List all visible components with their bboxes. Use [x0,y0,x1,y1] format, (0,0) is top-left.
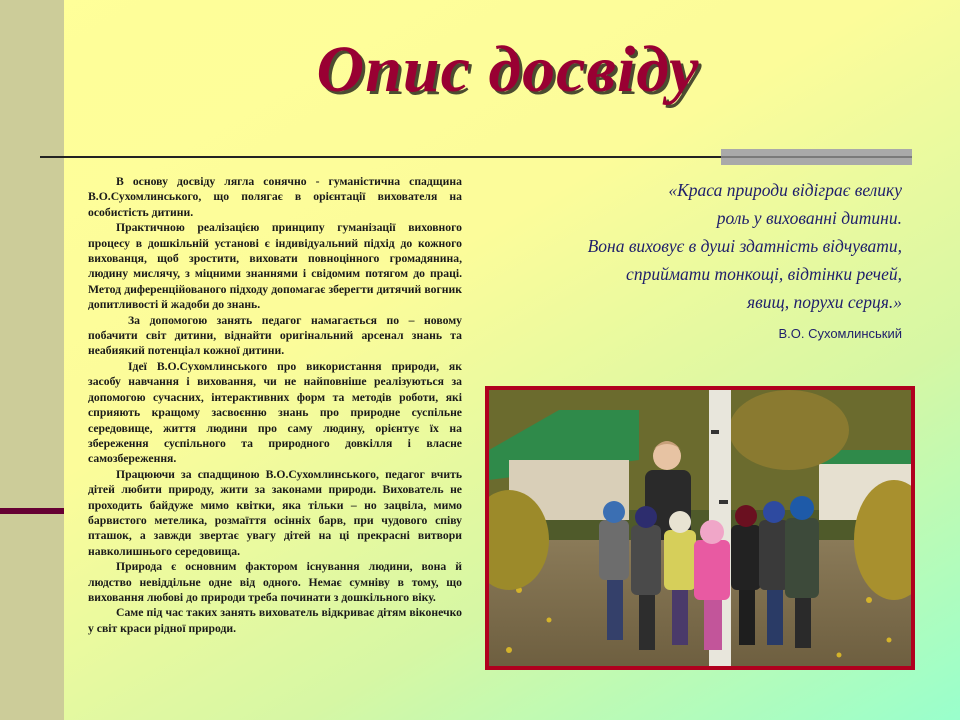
body-text-column [88,174,462,636]
body-paragraph: Саме під час таких занять вихователь відкриває дітям віконечко у світ краси рідної природи. [88,606,462,635]
quote-line: явищ, порухи серця.» [747,292,902,312]
body-paragraph: В основу досвіду лягла сонячно - гуманістична спадщина В.О.Сухомлинського, що полягає в орієнтації вихователя на особистість дитини. [88,175,462,219]
slide-title: Опис досвіду [316,33,700,106]
body-paragraph: За допомогою занять педагог намагається по – новому побачити світ дитини, віднайти оригінальний арсенал знань та неабиякий потенціал кожної дитини. [88,313,462,358]
divider-accent-line [721,156,912,158]
body-paragraph: Природа є основним фактором існування людини, вона й людство невіддільне одне від одного. Немає сумніву в тому, що виховання любові до природи треба починати з дошкільного віку. [88,560,462,604]
quote-line: роль у вихованні дитини. [716,208,902,228]
quote-author: В.О. Сухомлинський [778,326,902,341]
photo-children-teacher-autumn [489,390,911,666]
body-paragraph: Ідеї В.О.Сухомлинського про використання природи, як засобу навчання і виховання, чи не найповніше реалізуються за допомогою сучасних, інтерактивних форм та методів роботи, які сприяють кращому засвоєнню знань про природне суспільне середовище, життя людини про саму людину, орієнтує їх на збереження суспільного та природного довкілля і власне самозбереження. [88,359,462,466]
group-photo [485,386,915,670]
left-accent-line [0,508,64,514]
epigraph-quote [500,176,902,316]
quote-line: сприймати тонкощі, відтінки речей, [626,264,902,284]
quote-line: «Краса природи відіграє велику [668,180,902,200]
body-paragraph: Працюючи за спадщиною В.О.Сухомлинського, педагог вчить дітей любити природу, жити за законами природи. Вихователь не проходить байдуже мимо квітки, яка тільки – но зацвіла, мимо барвистого метелика, розмаїття осінніх барв, при чудового співу пташок, а завжди звертає увагу дітей на ці прекрасні витвори навколишнього середовища. [88,467,462,558]
body-paragraph: Практичною реалізацією принципу гуманізації виховного процесу в дошкільній установі є індивідуальний підхід до кожного вихованця, щоб зростити, виховати повноцінного громадянина, людину мислячу, з міцними знаннями і свідомим потягом до праці. Метод диференційованого підходу допомагає зберегти дитячий вогник допитливості й жадоби до знань. [88,221,462,312]
left-decorative-bar [0,0,64,720]
quote-line: Вона виховує в душі здатність відчувати, [587,236,902,256]
